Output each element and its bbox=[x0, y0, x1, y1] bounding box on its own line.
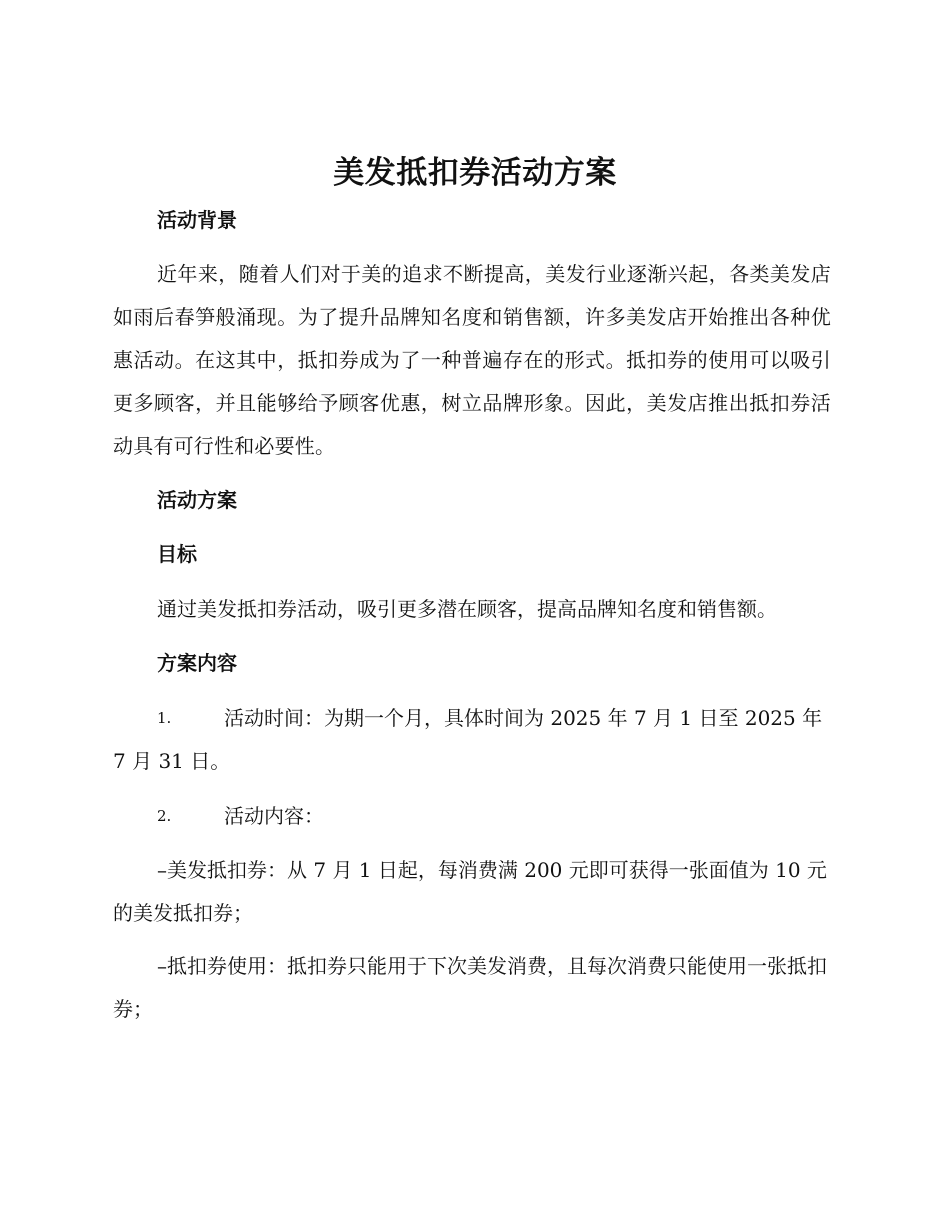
heading-background: 活动背景 bbox=[157, 208, 237, 232]
heading-plan: 活动方案 bbox=[157, 488, 237, 512]
list-item-1: 活动时间：为期一个月，具体时间为 2025 年 7 月 1 日至 2025 年 7 月 31 日。 bbox=[113, 706, 823, 773]
list-item-2: 活动内容： bbox=[224, 804, 324, 828]
list-number-2: 2. bbox=[157, 807, 172, 825]
document-title: 美发抵扣券活动方案 bbox=[333, 155, 617, 191]
paragraph-goal: 通过美发抵扣券活动，吸引更多潜在顾客，提高品牌知名度和销售额。 bbox=[157, 597, 777, 621]
bullet-coupon: –美发抵扣券：从 7 月 1 日起，每消费满 200 元即可获得一张面值为 10 元的美发抵扣券； bbox=[113, 858, 827, 925]
list-number-1: 1. bbox=[157, 709, 172, 727]
bullet-usage: –抵扣券使用：抵扣券只能用于下次美发消费，且每次消费只能使用一张抵扣券； bbox=[113, 954, 827, 1021]
paragraph-background: 近年来，随着人们对于美的追求不断提高，美发行业逐渐兴起，各类美发店如雨后春笋般涌现。为了提升品牌知名度和销售额，许多美发店开始推出各种优惠活动。在这其中，抵扣券成为了一种普遍存在的形式。抵扣券的使用可以吸引更多顾客，并且能够给予顾客优惠，树立品牌形象。因此，美发店推出抵扣券活动具有可行性和必要性。 bbox=[113, 262, 831, 458]
heading-content: 方案内容 bbox=[157, 651, 237, 675]
heading-goal: 目标 bbox=[157, 542, 197, 566]
